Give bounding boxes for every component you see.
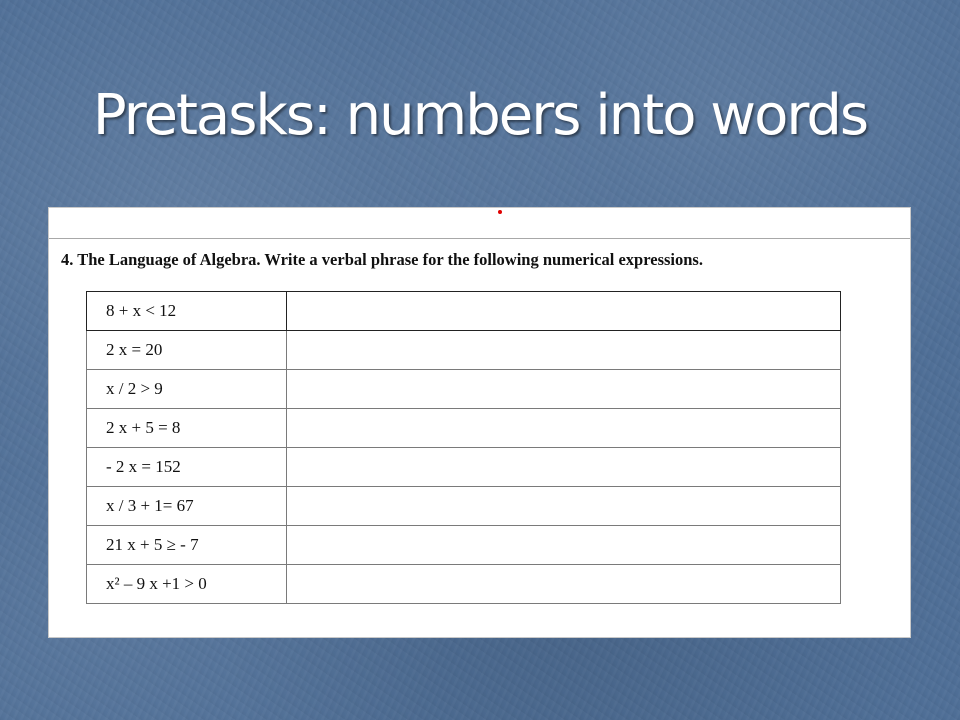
expression-cell: 2 x = 20 [87, 331, 287, 370]
expression-cell: 2 x + 5 = 8 [87, 409, 287, 448]
expression-cell: - 2 x = 152 [87, 448, 287, 487]
table-row [87, 487, 841, 526]
worksheet-image [48, 207, 911, 638]
table-row [87, 565, 841, 604]
answer-cell [286, 370, 840, 409]
red-marker-dot [498, 210, 502, 214]
table-row [87, 526, 841, 565]
answer-cell [286, 526, 840, 565]
expression-cell: x / 3 + 1= 67 [87, 487, 287, 526]
worksheet-header-strip [49, 208, 910, 239]
slide-title: Pretasks: numbers into words [92, 83, 868, 148]
expressions-table [86, 291, 841, 604]
table-row [87, 409, 841, 448]
answer-cell [286, 487, 840, 526]
table-row [87, 331, 841, 370]
answer-cell [286, 565, 840, 604]
answer-cell [286, 292, 840, 331]
expression-cell: x / 2 > 9 [87, 370, 287, 409]
expression-cell: x² – 9 x +1 > 0 [87, 565, 287, 604]
answer-cell [286, 409, 840, 448]
table-row [87, 292, 841, 331]
answer-cell [286, 448, 840, 487]
worksheet-instruction: 4. The Language of Algebra. Write a verbal phrase for the following numerical expressions. [61, 250, 703, 269]
expression-cell: 21 x + 5 ≥ - 7 [87, 526, 287, 565]
table-row [87, 448, 841, 487]
table-row [87, 370, 841, 409]
answer-cell [286, 331, 840, 370]
expression-cell: 8 + x < 12 [87, 292, 287, 331]
